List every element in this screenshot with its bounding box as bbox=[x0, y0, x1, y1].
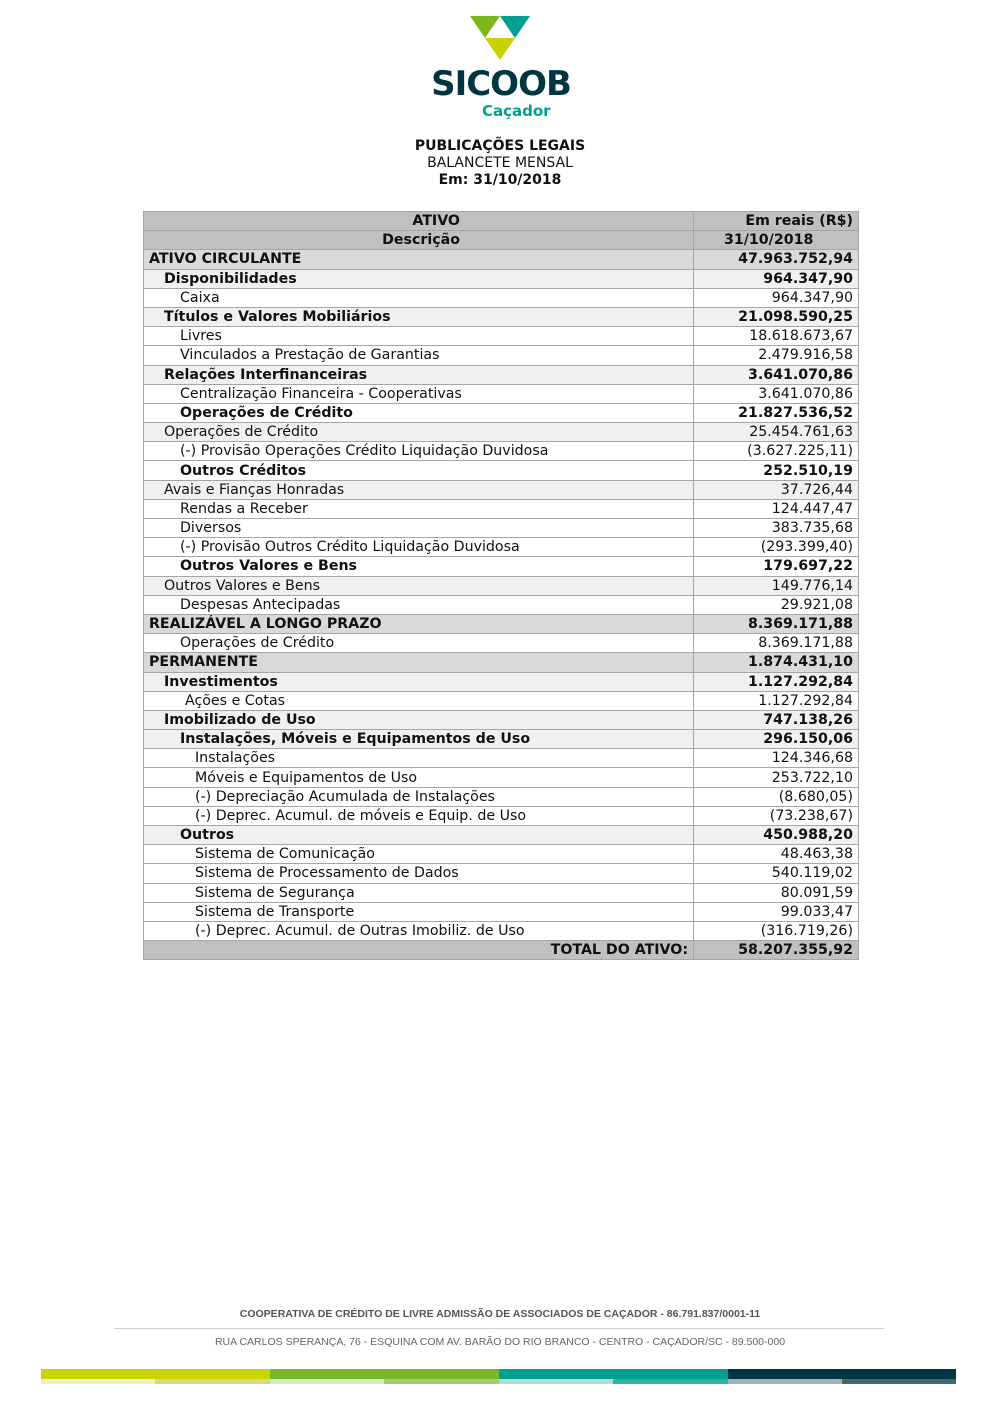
table-row bbox=[144, 710, 859, 729]
table-row bbox=[144, 538, 859, 557]
row-label: Outros Créditos bbox=[144, 461, 694, 480]
bar-substrip bbox=[728, 1379, 842, 1384]
table-row bbox=[144, 269, 859, 288]
row-label: Sistema de Transporte bbox=[144, 902, 694, 921]
bar-substrip bbox=[384, 1379, 499, 1384]
document-header bbox=[0, 138, 1000, 189]
table-row bbox=[144, 403, 859, 422]
row-value: 252.510,19 bbox=[694, 461, 859, 480]
row-label: Operações de Crédito bbox=[144, 423, 694, 442]
row-value: 747.138,26 bbox=[694, 710, 859, 729]
row-value: 80.091,59 bbox=[694, 883, 859, 902]
row-value: 149.776,14 bbox=[694, 576, 859, 595]
row-value: 1.874.431,10 bbox=[694, 653, 859, 672]
row-label: PERMANENTE bbox=[144, 653, 694, 672]
table-row bbox=[144, 634, 859, 653]
logo-subtitle: Caçador bbox=[482, 102, 551, 120]
table-row bbox=[144, 921, 859, 940]
row-label: Outros bbox=[144, 826, 694, 845]
table-row bbox=[144, 423, 859, 442]
row-label: (-) Provisão Operações Crédito Liquidação Duvidosa bbox=[144, 442, 694, 461]
row-label: (-) Deprec. Acumul. de Outras Imobiliz. de Uso bbox=[144, 921, 694, 940]
row-value: 18.618.673,67 bbox=[694, 327, 859, 346]
row-value: 3.641.070,86 bbox=[694, 365, 859, 384]
row-value: 253.722,10 bbox=[694, 768, 859, 787]
sicoob-triangle-icon bbox=[470, 16, 530, 60]
total-row bbox=[144, 941, 859, 960]
bar-segment-teal bbox=[499, 1369, 728, 1379]
row-value: 47.963.752,94 bbox=[694, 250, 859, 269]
row-value: 179.697,22 bbox=[694, 557, 859, 576]
row-label: Outros Valores e Bens bbox=[144, 576, 694, 595]
bar-substrip bbox=[270, 1379, 384, 1384]
table-row bbox=[144, 384, 859, 403]
row-value: 124.346,68 bbox=[694, 749, 859, 768]
sicoob-logo bbox=[420, 14, 580, 120]
row-value: (73.238,67) bbox=[694, 806, 859, 825]
table-row bbox=[144, 614, 859, 633]
footer-address: RUA CARLOS SPERANÇA, 76 - ESQUINA COM AV. BARÃO DO RIO BRANCO - CENTRO - CAÇADOR/SC - 89.500-000 bbox=[214, 1336, 786, 1348]
table-row bbox=[144, 864, 859, 883]
row-value: 1.127.292,84 bbox=[694, 691, 859, 710]
row-label: REALIZÁVEL A LONGO PRAZO bbox=[144, 614, 694, 633]
table-row bbox=[144, 883, 859, 902]
row-value: 8.369.171,88 bbox=[694, 614, 859, 633]
row-value: (293.399,40) bbox=[694, 538, 859, 557]
row-label: Instalações, Móveis e Equipamentos de Uso bbox=[144, 730, 694, 749]
row-label: Avais e Fianças Honradas bbox=[144, 480, 694, 499]
row-value: 964.347,90 bbox=[694, 269, 859, 288]
bar-substrip bbox=[842, 1379, 956, 1384]
row-value: 2.479.916,58 bbox=[694, 346, 859, 365]
row-label: (-) Deprec. Acumul. de móveis e Equip. de Uso bbox=[144, 806, 694, 825]
row-value: 3.641.070,86 bbox=[694, 384, 859, 403]
table-row bbox=[144, 557, 859, 576]
table-row bbox=[144, 327, 859, 346]
header-ativo: ATIVO bbox=[144, 212, 694, 231]
table-row bbox=[144, 595, 859, 614]
bar-substrip bbox=[155, 1379, 270, 1384]
row-label: (-) Provisão Outros Crédito Liquidação Duvidosa bbox=[144, 538, 694, 557]
row-value: 99.033,47 bbox=[694, 902, 859, 921]
row-label: Relações Interfinanceiras bbox=[144, 365, 694, 384]
row-value: 383.735,68 bbox=[694, 519, 859, 538]
row-label: Outros Valores e Bens bbox=[144, 557, 694, 576]
row-label: Títulos e Valores Mobiliários bbox=[144, 307, 694, 326]
header-descricao: Descrição bbox=[144, 231, 694, 250]
row-value: 450.988,20 bbox=[694, 826, 859, 845]
table-row bbox=[144, 806, 859, 825]
row-label: Imobilizado de Uso bbox=[144, 710, 694, 729]
row-value: 21.098.590,25 bbox=[694, 307, 859, 326]
table-row bbox=[144, 902, 859, 921]
row-label: Caixa bbox=[144, 288, 694, 307]
bar-segment-lime bbox=[41, 1369, 270, 1379]
row-label: Despesas Antecipadas bbox=[144, 595, 694, 614]
table-row bbox=[144, 442, 859, 461]
table-row bbox=[144, 461, 859, 480]
document-date: Em: 31/10/2018 bbox=[438, 172, 562, 188]
row-value: (3.627.225,11) bbox=[694, 442, 859, 461]
table-row bbox=[144, 826, 859, 845]
document-subtitle: BALANCETE MENSAL bbox=[427, 155, 573, 171]
table-row bbox=[144, 365, 859, 384]
row-value: (8.680,05) bbox=[694, 787, 859, 806]
row-value: 25.454.761,63 bbox=[694, 423, 859, 442]
bar-substrip bbox=[41, 1379, 155, 1384]
table-row bbox=[144, 499, 859, 518]
row-label: Vinculados a Prestação de Garantias bbox=[144, 346, 694, 365]
row-value: 37.726,44 bbox=[694, 480, 859, 499]
row-label: Sistema de Comunicação bbox=[144, 845, 694, 864]
table-row bbox=[144, 480, 859, 499]
row-value: 48.463,38 bbox=[694, 845, 859, 864]
table-row bbox=[144, 787, 859, 806]
row-label: ATIVO CIRCULANTE bbox=[144, 250, 694, 269]
row-label: Instalações bbox=[144, 749, 694, 768]
table-row bbox=[144, 288, 859, 307]
table-row bbox=[144, 691, 859, 710]
table-row bbox=[144, 346, 859, 365]
header-date: 31/10/2018 bbox=[694, 231, 859, 250]
table-header-row bbox=[144, 212, 859, 231]
row-label: (-) Depreciação Acumulada de Instalações bbox=[144, 787, 694, 806]
logo-brand: SICOOB bbox=[431, 64, 571, 104]
row-label: Sistema de Segurança bbox=[144, 883, 694, 902]
table-row bbox=[144, 749, 859, 768]
row-label: Rendas a Receber bbox=[144, 499, 694, 518]
total-value: 58.207.355,92 bbox=[694, 941, 859, 960]
row-value: 540.119,02 bbox=[694, 864, 859, 883]
balance-table bbox=[143, 211, 859, 960]
row-value: 29.921,08 bbox=[694, 595, 859, 614]
row-label: Livres bbox=[144, 327, 694, 346]
row-value: (316.719,26) bbox=[694, 921, 859, 940]
row-label: Operações de Crédito bbox=[144, 403, 694, 422]
footer-company: COOPERATIVA DE CRÉDITO DE LIVRE ADMISSÃO DE ASSOCIADOS DE CAÇADOR - 86.791.837/0001-11 bbox=[239, 1308, 761, 1320]
row-label: Disponibilidades bbox=[144, 269, 694, 288]
bar-substrip bbox=[613, 1379, 728, 1384]
table-row bbox=[144, 845, 859, 864]
document-title: PUBLICAÇÕES LEGAIS bbox=[414, 138, 586, 154]
table-row bbox=[144, 307, 859, 326]
bar-segment-green bbox=[270, 1369, 499, 1379]
bar-substrip bbox=[499, 1379, 613, 1384]
row-label: Sistema de Processamento de Dados bbox=[144, 864, 694, 883]
row-value: 124.447,47 bbox=[694, 499, 859, 518]
table-row bbox=[144, 519, 859, 538]
table-row bbox=[144, 250, 859, 269]
row-label: Operações de Crédito bbox=[144, 634, 694, 653]
row-value: 8.369.171,88 bbox=[694, 634, 859, 653]
table-row bbox=[144, 653, 859, 672]
footer-color-bar bbox=[41, 1369, 956, 1385]
row-value: 21.827.536,52 bbox=[694, 403, 859, 422]
table-header-row bbox=[144, 231, 859, 250]
row-label: Móveis e Equipamentos de Uso bbox=[144, 768, 694, 787]
table-row bbox=[144, 672, 859, 691]
row-value: 1.127.292,84 bbox=[694, 672, 859, 691]
table-row bbox=[144, 730, 859, 749]
row-value: 296.150,06 bbox=[694, 730, 859, 749]
footer-divider bbox=[114, 1328, 884, 1329]
row-label: Ações e Cotas bbox=[144, 691, 694, 710]
total-label: TOTAL DO ATIVO: bbox=[144, 941, 694, 960]
bar-segment-navy bbox=[728, 1369, 956, 1379]
table-row bbox=[144, 768, 859, 787]
row-label: Centralização Financeira - Cooperativas bbox=[144, 384, 694, 403]
header-currency: Em reais (R$) bbox=[694, 212, 859, 231]
table-row bbox=[144, 576, 859, 595]
row-value: 964.347,90 bbox=[694, 288, 859, 307]
row-label: Investimentos bbox=[144, 672, 694, 691]
row-label: Diversos bbox=[144, 519, 694, 538]
